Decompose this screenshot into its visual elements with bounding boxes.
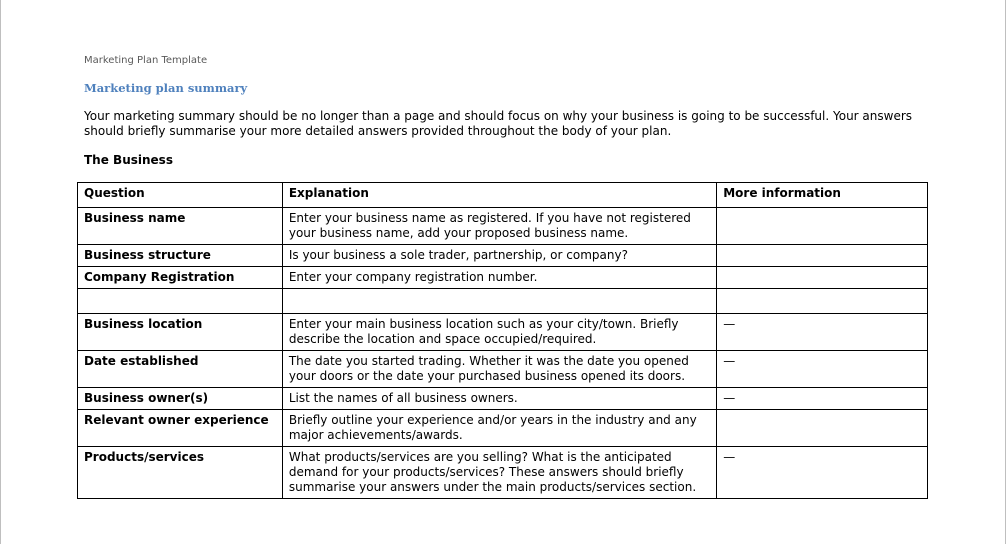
more-information-cell[interactable] [717,410,928,447]
table-row [78,267,928,289]
explanation-cell[interactable]: What products/services are you selling? What is the anticipated demand for your products/services? These answers should briefly summarise your answers under the main products/services section. [282,447,716,499]
explanation-cell[interactable]: Briefly outline your experience and/or years in the industry and any major achievements/awards. [282,410,716,447]
table-row [78,208,928,245]
section-title[interactable]: Marketing plan summary [84,81,248,95]
header-more-information[interactable]: More information [717,183,928,208]
question-cell[interactable]: Business owner(s) [78,388,283,410]
question-cell[interactable]: Date established [78,351,283,388]
more-information-cell[interactable] [717,289,928,314]
business-table [77,182,928,499]
explanation-cell[interactable] [282,289,716,314]
table-row [78,388,928,410]
business-heading[interactable]: The Business [84,153,173,167]
question-cell[interactable]: Business structure [78,245,283,267]
page-header: Marketing Plan Template [84,55,208,66]
explanation-cell[interactable]: Is your business a sole trader, partnership, or company? [282,245,716,267]
table-header-row [78,183,928,208]
table-row [78,410,928,447]
question-cell[interactable]: Company Registration [78,267,283,289]
table-row [78,289,928,314]
more-information-cell[interactable] [717,267,928,289]
explanation-cell[interactable]: The date you started trading. Whether it was the date you opened your doors or the date your purchased business opened its doors. [282,351,716,388]
more-information-cell[interactable]: — [717,351,928,388]
intro-paragraph[interactable]: Your marketing summary should be no longer than a page and should focus on why your business is going to be successful. Your answers should briefly summarise your more detailed answers provided throughout the body of your plan. [84,109,913,138]
table-row [78,447,928,499]
more-information-cell[interactable]: — [717,447,928,499]
question-cell[interactable]: Business name [78,208,283,245]
question-cell[interactable] [78,289,283,314]
table-row [78,351,928,388]
more-information-cell[interactable] [717,245,928,267]
more-information-cell[interactable] [717,208,928,245]
explanation-cell[interactable]: Enter your main business location such as your city/town. Briefly describe the location and space occupied/required. [282,314,716,351]
table-row [78,245,928,267]
question-cell[interactable]: Products/services [78,447,283,499]
more-information-cell[interactable]: — [717,314,928,351]
page-edge-left [0,0,1,544]
table-row [78,314,928,351]
question-cell[interactable]: Relevant owner experience [78,410,283,447]
explanation-cell[interactable]: List the names of all business owners. [282,388,716,410]
more-information-cell[interactable]: — [717,388,928,410]
explanation-cell[interactable]: Enter your business name as registered. If you have not registered your business name, add your proposed business name. [282,208,716,245]
question-cell[interactable]: Business location [78,314,283,351]
header-explanation[interactable]: Explanation [282,183,716,208]
header-question[interactable]: Question [78,183,283,208]
explanation-cell[interactable]: Enter your company registration number. [282,267,716,289]
